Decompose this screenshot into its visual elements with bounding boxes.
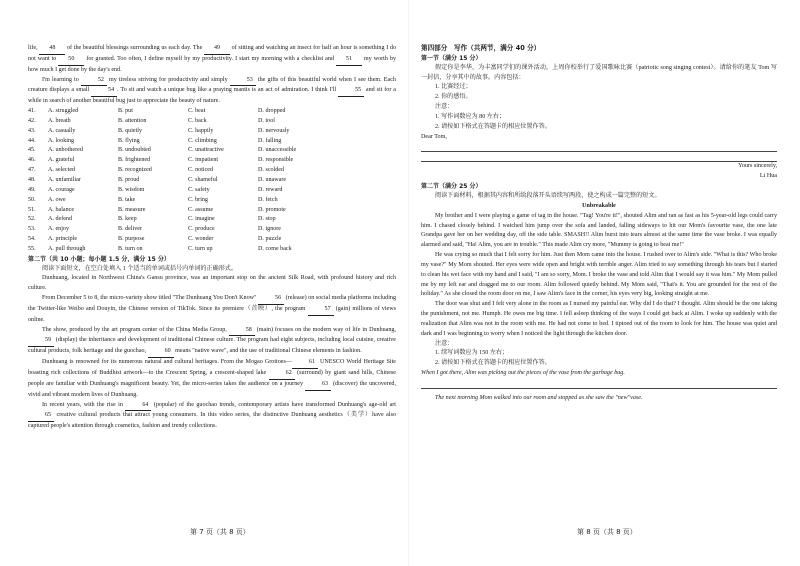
- page-fold: [408, 0, 409, 566]
- option-choice: C. beat: [188, 108, 206, 115]
- option-choice: B. flying: [118, 137, 140, 144]
- option-choice: C. unattractive: [188, 147, 224, 154]
- option-choice: C. produce: [188, 226, 215, 233]
- section2-heading: 第二节（共 10 小题；每小题 1.5 分，满分 15 分）: [28, 255, 170, 263]
- option-choice: B. wisdom: [118, 186, 145, 193]
- question-number: 52.: [28, 216, 36, 223]
- blank-49: 49: [204, 44, 230, 55]
- writing-section1-heading: 第一节（满分 15 分）: [421, 54, 482, 62]
- note-label: 注意：: [435, 104, 454, 111]
- option-choice: B. turn on: [118, 245, 143, 252]
- option-choice: D. promote: [258, 206, 286, 213]
- story-paragraph-3: The door was shut and I felt very alone in the room as I nursed my painful ear. Why did I do that? I thought. Alim should be the one taking the punishment, not me. Humph. He owes me big time. I fell asleep thinking of the ways I could get back at Alim. I woke up suddenly with the realization that Alim was not in the room with me. He had not come to bed. I tiptoed out of the room to look for him. The house was quiet and dark and I was beginning to worry when I noticed the light through the kitchen door.: [421, 301, 777, 337]
- option-choice: B. undoubted: [118, 147, 151, 154]
- option-row: [28, 176, 396, 186]
- option-row: [28, 215, 396, 225]
- left-page: [28, 44, 396, 432]
- option-choice: C. shameful: [188, 176, 218, 183]
- option-row: [28, 107, 396, 117]
- option-choice: D. falling: [258, 137, 282, 144]
- question-number: 50.: [28, 196, 36, 203]
- answer-line: [421, 154, 777, 162]
- blank-59: 59: [28, 336, 54, 347]
- content-item-2: 2. 你的感悟。: [435, 94, 472, 101]
- blank-52: 52: [81, 76, 107, 87]
- continuation-note-2: 2. 请按如下格式在答题卡的相应位置作答。: [435, 360, 551, 367]
- option-choice: A. looking: [48, 137, 75, 144]
- option-row: [28, 186, 396, 196]
- option-row: [28, 196, 396, 206]
- option-choice: B. purpose: [118, 236, 145, 243]
- option-choice: A. selected: [48, 167, 76, 174]
- option-choice: B. put: [118, 108, 133, 115]
- option-choice: C. happily: [188, 127, 214, 134]
- grammar-paragraph-5: In recent years, with the rise in 64 (popular) of the guochao trends, contemporary artists have transformed Dunhuang's age-old art 65 creative cultural products that attract young consumers. In this video series, the distinctive Dunhuang aesthetics（美学）have also captured people's attention through cosmetics, fashion and trendy collections.: [28, 401, 396, 430]
- blank-61: 61: [292, 358, 318, 369]
- blank-60: 60: [148, 347, 174, 358]
- option-row: [28, 166, 396, 176]
- blank-63: 63: [305, 380, 331, 391]
- option-choice: A. owe: [48, 196, 66, 203]
- option-choice: D. tool: [258, 117, 275, 124]
- writing-section1-prompt: 假定你是李华，为丰富同学们的课外活动，上周你校举行了爱国歌咏比赛（patriotic song singing contest）。请给你的笔友 Tom 写一封信，分享其中的故事。内容包括：: [421, 64, 777, 81]
- blank-53: 53: [230, 76, 256, 87]
- option-choice: D. ignore: [258, 226, 282, 233]
- question-number: 55.: [28, 245, 36, 252]
- blank-55: 55: [338, 86, 364, 97]
- right-page: [421, 44, 777, 404]
- continuation-start-2: The next morning Mom walked into our room and stopped as she saw the "new"vase.: [435, 395, 643, 401]
- option-row: [28, 245, 396, 255]
- option-choice: C. bring: [188, 196, 208, 203]
- cloze-options: [28, 107, 396, 255]
- option-choice: A. principle: [48, 236, 78, 243]
- question-number: 53.: [28, 226, 36, 233]
- option-choice: A. grateful: [48, 157, 75, 164]
- option-choice: B. keep: [118, 216, 137, 223]
- option-row: [28, 156, 396, 166]
- blank-64: 64: [125, 401, 151, 412]
- option-choice: D. come back: [258, 245, 292, 252]
- story-title: Unbreakable: [582, 202, 616, 209]
- option-choice: D. scolded: [258, 167, 285, 174]
- option-row: [28, 225, 396, 235]
- option-choice: A. unbothered: [48, 147, 83, 154]
- question-number: 49.: [28, 186, 36, 193]
- note-label: 注意：: [435, 340, 454, 347]
- grammar-paragraph-1: Dunhuang, located in Northwest China's Gansu province, was an important stop on the ancient Silk Road, with profound history and rich culture.: [28, 275, 396, 292]
- story-paragraph-2: He was crying so much that I felt sorry for him. Just then Mom came into the house. I rushed over to Alim's side. "What is this? Who broke my vase?" My Mom shouted. Her eyes were wide open and bright with terrible anger. Alim tried to say something through his tears but I started to clean his wet face with my hand and I said, "I am so sorry, Mom. I broke the vase and told Alim that I would say it was him." My Mom pulled me by my left ear and dragged me to our room. Alim followed quietly behind. My Mom said, "That's it. You are grounded for the rest of the holiday." As she closed the room door on me, I saw Alim's face in the corner, his eyes very big, looking straight at me.: [421, 252, 777, 298]
- part4-heading: 第四部分 写作（共两节，满分 40 分）: [421, 44, 541, 52]
- note-item-1: 1. 写作词数应为 80 左右；: [435, 113, 506, 120]
- option-choice: A. enjoy: [48, 226, 69, 233]
- option-choice: C. safety: [188, 186, 210, 193]
- option-choice: A. breath: [48, 117, 71, 124]
- letter-salutation: Dear Tom,: [421, 133, 447, 140]
- cloze-paragraph-end: life, 48 of the beautiful blessings surrounding us each day. The 49 of sitting and watching an insect for half an hour is something I do not want to 50 for granted. Too often, I define myself by my productivity. I start my morning with a checklist and 51 my worth by how much I get done by the day's end.: [28, 45, 396, 73]
- option-choice: D. reward: [258, 186, 283, 193]
- blank-65: 65: [28, 411, 54, 422]
- option-row: [28, 117, 396, 127]
- option-choice: D. unaware: [258, 176, 287, 183]
- option-choice: D. nervously: [258, 127, 290, 134]
- blank-57: 57: [308, 305, 334, 316]
- letter-signature: Li Hua: [759, 173, 777, 180]
- blank-54: 54: [91, 86, 117, 97]
- option-choice: C. imagine: [188, 216, 215, 223]
- option-choice: C. assume: [188, 206, 214, 213]
- right-page-footer: 第 8 页（共 8 页）: [577, 528, 637, 536]
- option-choice: C. noticed: [188, 167, 214, 174]
- question-number: 51.: [28, 206, 36, 213]
- option-choice: D. unaccessible: [258, 147, 297, 154]
- question-number: 43.: [28, 127, 36, 134]
- option-choice: D. puzzle: [258, 236, 282, 243]
- question-number: 46.: [28, 157, 36, 164]
- option-choice: C. turn up: [188, 245, 213, 252]
- blank-58: 58: [229, 326, 255, 337]
- option-row: [28, 137, 396, 147]
- option-row: [28, 235, 396, 245]
- option-row: [28, 206, 396, 216]
- option-choice: B. measure: [118, 206, 146, 213]
- option-choice: C. impatient: [188, 157, 219, 164]
- writing-section2-heading: 第二节（满分 25 分）: [421, 183, 482, 191]
- option-row: [28, 127, 396, 137]
- option-choice: C. wonder: [188, 236, 214, 243]
- option-choice: B. deliver: [118, 226, 143, 233]
- question-number: 44.: [28, 137, 36, 144]
- option-choice: B. recognized: [118, 167, 152, 174]
- option-choice: C. back: [188, 117, 207, 124]
- option-choice: B. take: [118, 196, 136, 203]
- continuation-note-1: 1. 续写词数应为 150 左右；: [435, 350, 509, 357]
- option-choice: C. climbing: [188, 137, 217, 144]
- grammar-paragraph-3: The show, produced by the art program center of the China Media Group, 58 (main) focuses on the modern way of life in Dunhuang, 59 (display) the inheritance and development of traditional Chinese culture. The program had eight subjects, including local cuisine, creative cultural products, folk heritage and the guochao, 60 means "native wave", and the use of traditional Chinese elements in fashion.: [28, 326, 396, 359]
- cloze-paragraph-last: I'm learning to 52 my tireless striving for productivity and simply 53 the gifts of this beautiful world when I see them. Each creature displays a small 54 . To sit and watch a unique bug like a praying mantis is an act of admiration. I think I'll 55 and sit for a while in search of another beautiful bug just to appreciate the beauty of nature.: [28, 76, 396, 105]
- blank-56: 56: [258, 294, 284, 305]
- option-choice: D. responsible: [258, 157, 294, 164]
- continuation-start-1: When I got there, Alim was picking out the pieces of the vase from the garbage bag.: [421, 370, 625, 377]
- section2-instructions: 阅读下面短文，在空白处填入 1 个适当的单词或括号内单词的正确形式。: [42, 265, 237, 272]
- blank-51: 51: [336, 55, 362, 66]
- option-choice: D. stop: [258, 216, 276, 223]
- blank-48: 48: [39, 44, 65, 55]
- question-number: 48.: [28, 176, 36, 183]
- grammar-paragraph-2: From December 5 to 8, the micro-variety show titled "The Dunhuang You Don't Know" 56 (release) on social media platforms including the Twitter-like Weibo and Douyin, the Chinese version of TikTok. Since its premiere（首映）, the program 57 (gain) millions of views online.: [28, 295, 396, 323]
- left-page-footer: 第 7 页（共 8 页）: [190, 528, 250, 536]
- content-item-1: 1. 比赛经过；: [435, 84, 472, 91]
- option-choice: B. proud: [118, 176, 140, 183]
- letter-closing: Yours sincerely,: [738, 163, 777, 170]
- option-choice: A. pull through: [48, 245, 86, 252]
- story-paragraph-1: My brother and I were playing a game of tag in the house. "Tag! You're it!", shouted Alim and ran as fast as his 5-year-old legs could carry him. I chased closely behind. I watched him jump over the sofa and landed, falling sideways to hit our Mom's favourite vase, the one late Grandpa gave her on her wedding day, off the side table. SMASH!! Alim burst into tears almost at the same time the vase broke. I was equally alarmed and said, "Ha! Alim, you are in trouble." This made Alim cry more, "Mummy is going to beat me!": [421, 212, 777, 249]
- writing-section2-instructions: 阅读下面材料，根据其内容和所给段落开头语续写两段，使之构成一篇完整的短文。: [435, 192, 661, 199]
- question-number: 47.: [28, 167, 36, 174]
- grammar-paragraph-4: Dunhuang is renowned for its numerous natural and cultural heritages. From the Mogao Grottoes— 61 UNESCO World Heritage Site boasting rich collections of Buddhist artwork—to the Crescent Spring, a crescent-shaped lake 62 (surround) by giant sand hills, Chinese people are familiar with Dunhuang's magnificent beauty. Yet, the micro-series takes the audience on a journey 63 (discover) the uncovered, vivid and vibrant modern lives of Dunhuang.: [28, 359, 397, 398]
- option-choice: D. dropped: [258, 108, 286, 115]
- blank-50: 50: [58, 55, 84, 66]
- blank-62: 62: [269, 369, 295, 380]
- option-choice: A. defend: [48, 216, 73, 223]
- question-number: 41.: [28, 108, 36, 115]
- question-number: 42.: [28, 117, 36, 124]
- option-choice: B. frightened: [118, 157, 151, 164]
- answer-line: [421, 144, 777, 152]
- question-number: 54.: [28, 236, 36, 243]
- option-choice: A. unfamiliar: [48, 176, 81, 183]
- option-choice: A. balance: [48, 206, 75, 213]
- option-choice: B. quietly: [118, 127, 143, 134]
- option-choice: D. fetch: [258, 196, 278, 203]
- option-choice: A. courage: [48, 186, 75, 193]
- note-item-2: 2. 请按如下格式在答题卡的相应位置作答。: [435, 123, 551, 130]
- option-choice: A. casually: [48, 127, 76, 134]
- option-row: [28, 146, 396, 156]
- answer-line: [421, 381, 777, 389]
- option-choice: A. struggled: [48, 108, 79, 115]
- option-choice: B. attention: [118, 117, 147, 124]
- question-number: 45.: [28, 147, 36, 154]
